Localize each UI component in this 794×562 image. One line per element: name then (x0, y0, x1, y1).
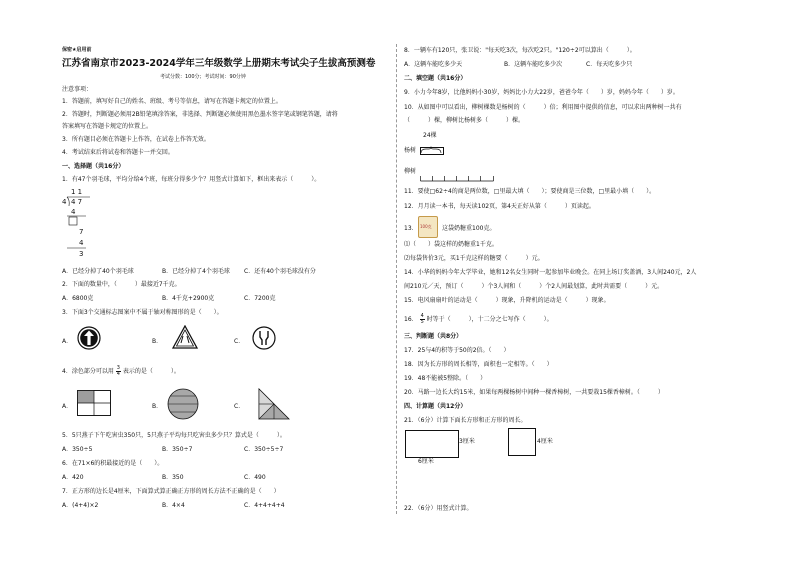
secret-label: 保密★启用前 (62, 47, 92, 53)
question-8: 8．一辆车有120只，张卫说："每天吃3次，每次吃2只。"120÷2可以算出（ ）。 (404, 47, 636, 54)
question-15: 15．电风扇扇叶的运动是（ ）现象，升降机的运动是（ ）现象。 (404, 297, 610, 304)
q5-option-b: B．350÷7 (162, 446, 193, 453)
notice-3: 3．所有题目必须在答题卡上作答，在试卷上作答无效。 (62, 136, 210, 143)
q21-rectangle-width: 6厘米 (418, 458, 434, 465)
question-13-1: ⑴（ ）袋这样的奶糖重1千克。 (404, 241, 498, 248)
q7-option-b: B．4×4 (162, 502, 185, 509)
q3-label-c: C． (234, 338, 245, 345)
q6-option-a: A．420 (62, 474, 84, 481)
q4-text-pre: 4．涂色部分可以用 (62, 368, 114, 375)
q3-label-b: B． (152, 338, 163, 345)
q10-tree2-bar (420, 167, 494, 186)
notice-4: 4．考试结束后将试卷和答题卡一并交回。 (62, 149, 174, 156)
division-divisor: 4 (62, 198, 67, 206)
question-17: 17．25与4的积等于50的2倍。（ ） (404, 347, 510, 354)
division-quotient: 1 1 (71, 188, 83, 196)
q21-square (508, 428, 536, 456)
exam-info: 考试分数：100分；考试时间：90分钟 (160, 74, 246, 80)
q1-option-a: A．已经分掉了40个羽毛球 (62, 268, 134, 275)
long-division-figure (62, 186, 102, 266)
narrow-road-sign-icon (252, 326, 276, 354)
q21-rectangle (405, 430, 459, 458)
question-13-2: ⑵每袋售价3元，买1千克这样的糖要（ ）元。 (404, 255, 544, 262)
q13-text: 这袋奶糖重100克。 (442, 225, 496, 232)
q6-option-b: B．350 (162, 474, 184, 481)
q4-label-b: B． (152, 403, 163, 410)
question-20: 20．马路一边长大约15米，如果每两棵杨树中间种一棵香樟树，一共要栽15棵香樟树。（ ） (404, 389, 664, 396)
q16-text-pre: 16． (404, 316, 418, 323)
q1-option-c: C．还有40个羽毛球没有分 (244, 268, 316, 275)
q21-square-side: 4厘米 (537, 438, 553, 445)
question-14-cont: 间210元／天，预订（ ）个3人间和（ ）个2人间最划算，此时共需要（ ）元。 (404, 283, 664, 290)
q2-option-a: A．6800克 (62, 295, 94, 302)
candy-bag-icon (418, 216, 438, 238)
q16-fraction (420, 314, 425, 325)
question-14: 14．小华的妈妈今年大学毕业，她和12名女生同时一起参加毕业晚会。在同上场订奖盖酒，3人间240元，2人 (404, 269, 697, 276)
question-1: 1．有47个羽毛球，平均分给4个班，每班分得多少个？用竖式计算如下，框出来表示（ ）。 (62, 176, 321, 183)
section-fill-title: 二、填空题（共16分） (404, 75, 467, 82)
question-12: 12．月月读一本书，每天读102页，第4天正好从第（ ）页读起。 (404, 203, 595, 210)
q10-tree2-label: 柳树 (404, 168, 417, 175)
division-step1: 4 (71, 208, 76, 216)
shaded-triangle-figure (258, 388, 290, 424)
q7-option-a: A．(4+4)×2 (62, 502, 99, 509)
q8-option-a: A．这辆车能吃多少天 (404, 61, 463, 68)
question-21: 21．（6分）计算下面长方形和正方形的周长。 (404, 417, 527, 424)
division-step3: 4 (79, 239, 84, 247)
division-dividend: 4 7 (71, 198, 83, 206)
warning-triangle-sign-icon (172, 325, 198, 353)
q4-fraction (116, 366, 121, 377)
candy-bag-weight: 100克 (420, 224, 432, 229)
q3-label-a: A． (62, 338, 73, 345)
page-title: 江苏省南京市2023-2024学年三年级数学上册期末考试尖子生拔高预测卷 (62, 58, 376, 69)
q4-fraction-den: 4 (116, 371, 120, 377)
q21-rectangle-height: 3厘米 (459, 438, 475, 445)
q6-option-c: C．490 (244, 474, 266, 481)
q16-fraction-den: 5 (420, 319, 424, 325)
section-calc-title: 四、计算题（共12分） (404, 403, 467, 410)
q7-option-c: C．4+4+4+4 (244, 502, 285, 509)
q5-option-a: A．350÷5 (62, 446, 93, 453)
q4-text-post: 表示的是（ ）。 (122, 368, 180, 375)
up-arrow-sign-icon (77, 326, 101, 354)
question-5: 5．5只燕子下午吃害虫350只，5只燕子平均每只吃害虫多少只？算式是（ ）。 (62, 432, 286, 439)
shaded-rectangle-figure (77, 390, 111, 420)
division-step2: 7 (79, 228, 84, 236)
question-4 (62, 366, 180, 377)
question-6: 6．在71×6的积最接近的是（ ）。 (62, 460, 164, 467)
q4-label-a: A． (62, 403, 73, 410)
q16-fraction-num: 4 (420, 313, 424, 319)
shaded-circle-figure (167, 388, 199, 424)
question-10: 10．从如图中可以看出，柳树棵数是杨树的（ ）倍；利用图中提供的信息，可以求出两种树一共有 (404, 104, 682, 111)
q8-option-c: C．每天吃多少只 (586, 61, 633, 68)
division-remainder: 3 (79, 250, 84, 258)
q1-option-b: B．已经分掉了4个羽毛球 (162, 268, 230, 275)
q13-number: 13． (404, 225, 418, 232)
question-2: 2．下面的数量中，（ ）最接近7千克。 (62, 281, 181, 288)
question-7: 7．正方形的边长是4厘米，下面算式算正确正方形的周长方法不正确的是（ ） (62, 488, 280, 495)
question-18: 18．因为长方形的周长相等，面积也一定相等。（ ） (404, 361, 553, 368)
q10-tree1-bar (420, 147, 444, 155)
notice-2-cont: 答案填写在答题卡规定的位置上。 (62, 123, 153, 130)
q16-text-post: 时等于（ ），十二分之七写作（ ）。 (426, 316, 553, 323)
section-judge-title: 三、判断题（共8分） (404, 333, 463, 340)
q4-label-c: C． (234, 403, 245, 410)
q5-option-c: C．350÷5÷7 (244, 446, 284, 453)
question-11: 11．要使□62÷4的商是两位数，□里最大填（ ）；要使商是三位数，□里最小填（ ）。 (404, 188, 656, 195)
q4-fraction-num: 3 (116, 365, 120, 371)
section-choice-title: 一、选择题（共16分） (62, 163, 125, 170)
notice-2: 2．答题时，判断题必须用2B铅笔填涂答案，非选择、判断题必须使用黑色墨水签字笔或钢笔答题，请将 (62, 111, 338, 118)
question-9: 9．小力今年8岁，比他妈妈小30岁，妈妈比小力大22岁，爸爸今年（ ）岁，妈妈今年（ ）岁。 (404, 89, 679, 96)
question-3: 3．下面3个交通标志图案中不属于轴对称图形的是（ ）。 (62, 309, 223, 316)
column-divider (396, 44, 398, 514)
q10-count-label: 24棵 (423, 132, 437, 139)
notice-1: 1．答题前，填写好自己的姓名、班级、考号等信息，请写在答题卡规定的位置上。 (62, 98, 282, 105)
question-19: 19．48不能被5整除。（ ） (404, 375, 487, 382)
q2-option-b: B．4千克+2900克 (162, 295, 215, 302)
question-10-cont: （ ）棵，柳树比杨树多（ ）棵。 (404, 117, 525, 124)
q2-option-c: C．7200克 (244, 295, 276, 302)
question-16 (404, 314, 553, 325)
notice-title: 注意事项： (62, 86, 93, 93)
question-22: 22．（6分）用竖式计算。 (404, 505, 473, 512)
q8-option-b: B．这辆车能吃多少次 (504, 61, 563, 68)
q10-tree1-label: 杨树 (404, 147, 417, 154)
